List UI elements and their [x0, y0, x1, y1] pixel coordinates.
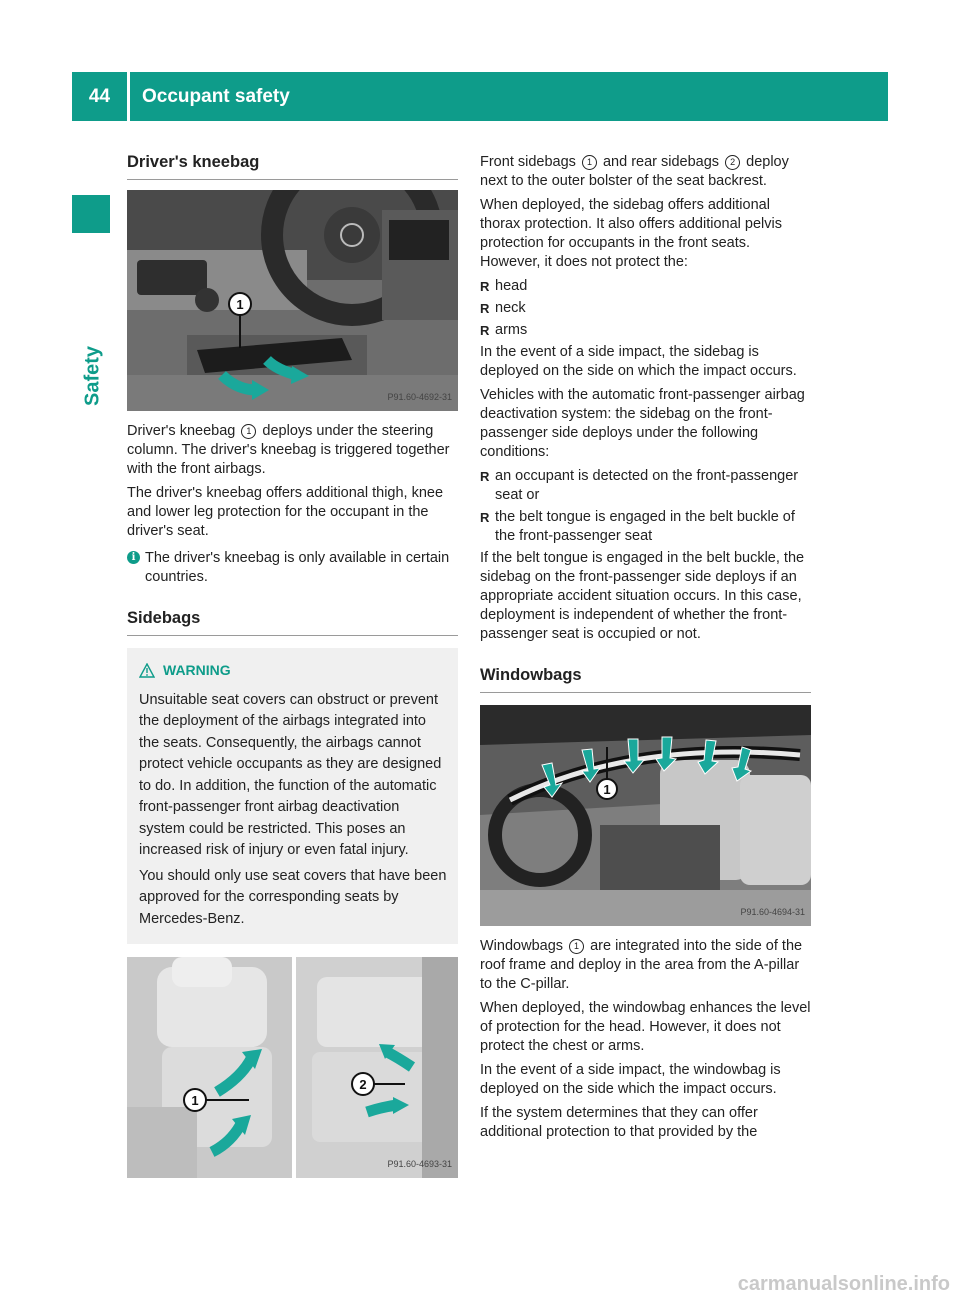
kneebag-photo — [127, 190, 458, 411]
info-icon: i — [127, 551, 140, 564]
side-tab-block — [72, 195, 110, 233]
conditions-list — [480, 467, 811, 546]
kneebag-p1 — [127, 422, 458, 479]
windowbags-illustration — [480, 705, 811, 926]
list-item: R neck — [480, 299, 811, 318]
list-item: R arms — [480, 321, 811, 340]
windowbags-p1-b: are integrated into the side of the roof frame and deploy in the area from the A-pillar to the C-pillar. — [480, 938, 803, 992]
sidebag-p4: Vehicles with the automatic front-passenger airbag deactivation system: the sidebag on the front-passenger side deploys under the following conditions: — [480, 387, 805, 460]
sidebag-p1-b: and rear sidebags — [602, 154, 720, 170]
sidebags-image-ref: P91.60-4693-31 — [387, 1159, 452, 1169]
page-number: 44 — [88, 85, 111, 107]
kneebag-p1-b: deploys under the steering column. The driver's kneebag is triggered together with the front airbags. — [127, 423, 450, 477]
windowbags-image-ref: P91.60-4694-31 — [740, 907, 805, 917]
kneebag-illustration — [127, 190, 458, 411]
callout-1-marker: 1 — [569, 939, 584, 954]
windowbags-photo — [480, 705, 811, 926]
warning-icon — [139, 663, 155, 678]
callout-1-marker: 1 — [582, 155, 597, 170]
right-column — [480, 153, 811, 1147]
kneebag-info — [127, 549, 458, 587]
sidebag-p5: If the belt tongue is engaged in the belt buckle, the sidebag on the front-passenger side deploys if an appropriate accident situation occurs. In this case, deployment is independent of whether the front-passenger seat is occupied or not. — [480, 550, 805, 642]
sidebags-callout-1: 1 — [191, 1093, 199, 1108]
left-column — [127, 153, 458, 1178]
windowbags-p1-a: Windowbags — [480, 938, 564, 954]
windowbags-p3: In the event of a side impact, the windowbag is deployed on the side which the impact occurs. — [480, 1062, 781, 1097]
callout-2-marker: 2 — [725, 155, 740, 170]
warning-box — [127, 648, 458, 944]
sidebags-callout-2: 2 — [359, 1077, 367, 1092]
list-item: R head — [480, 277, 811, 296]
side-tab-label — [78, 336, 108, 416]
kneebag-info-text: The driver's kneebag is only available in certain countries. — [145, 550, 450, 585]
kneebag-callout: 1 — [236, 297, 244, 312]
windowbags-p1 — [480, 937, 811, 994]
windowbags-p4: If the system determines that they can offer additional protection to that provided by the — [480, 1105, 758, 1140]
callout-1-marker: 1 — [241, 424, 256, 439]
kneebag-p2: The driver's kneebag offers additional thigh, knee and lower leg protection for the occupant in the driver's seat. — [127, 485, 444, 539]
list-item: R the belt tongue is engaged in the belt buckle of the front-passenger seat — [480, 508, 811, 546]
sidebags-illustration — [127, 957, 458, 1178]
kneebag-image-ref: P91.60-4692-31 — [387, 392, 452, 402]
kneebag-p1-a: Driver's kneebag — [127, 423, 236, 439]
windowbags-heading: Windowbags — [480, 666, 811, 693]
sidebag-p1 — [480, 153, 811, 191]
sidebag-p3: In the event of a side impact, the sidebag is deployed on the side on which the impact occurs. — [480, 344, 797, 379]
sidebags-photo — [127, 957, 458, 1178]
watermark: carmanualsonline.info — [737, 1273, 950, 1295]
sidebag-p2: When deployed, the sidebag offers additional thorax protection. It also offers additional pelvis protection for occupants in the front seats. However, it does not protect the: — [480, 197, 782, 270]
page-header — [72, 72, 888, 121]
protection-list — [480, 277, 811, 340]
list-item: R an occupant is detected on the front-passenger seat or — [480, 467, 811, 505]
warning-p1: Unsuitable seat covers can obstruct or prevent the deployment of the airbags integrated into the seats. Consequently, the airbags cannot protect vehicle occupants as they are designed to do. In addition, the function of the automatic front-passenger front airbag deactivation system could be restricted. This poses an increased risk of injury or even fatal injury. — [139, 691, 442, 858]
sidebags-heading: Sidebags — [127, 609, 458, 636]
windowbags-p2: When deployed, the windowbag enhances the level of protection for the head. However, it does not protect the chest or arms. — [480, 1000, 811, 1054]
windowbags-callout: 1 — [603, 782, 611, 797]
side-tab-text: Safety — [81, 345, 104, 407]
header-divider — [127, 72, 130, 121]
sidebag-p1-c: deploy next to the outer bolster of the seat backrest. — [480, 154, 789, 189]
warning-header — [139, 660, 448, 682]
warning-p2: You should only use seat covers that have been approved for the corresponding seats by Mercedes-Benz. — [139, 867, 447, 927]
page-title: Occupant safety — [142, 86, 290, 107]
warning-title: WARNING — [163, 662, 231, 678]
kneebag-heading: Driver's kneebag — [127, 153, 458, 180]
sidebag-p1-a: Front sidebags — [480, 154, 576, 170]
